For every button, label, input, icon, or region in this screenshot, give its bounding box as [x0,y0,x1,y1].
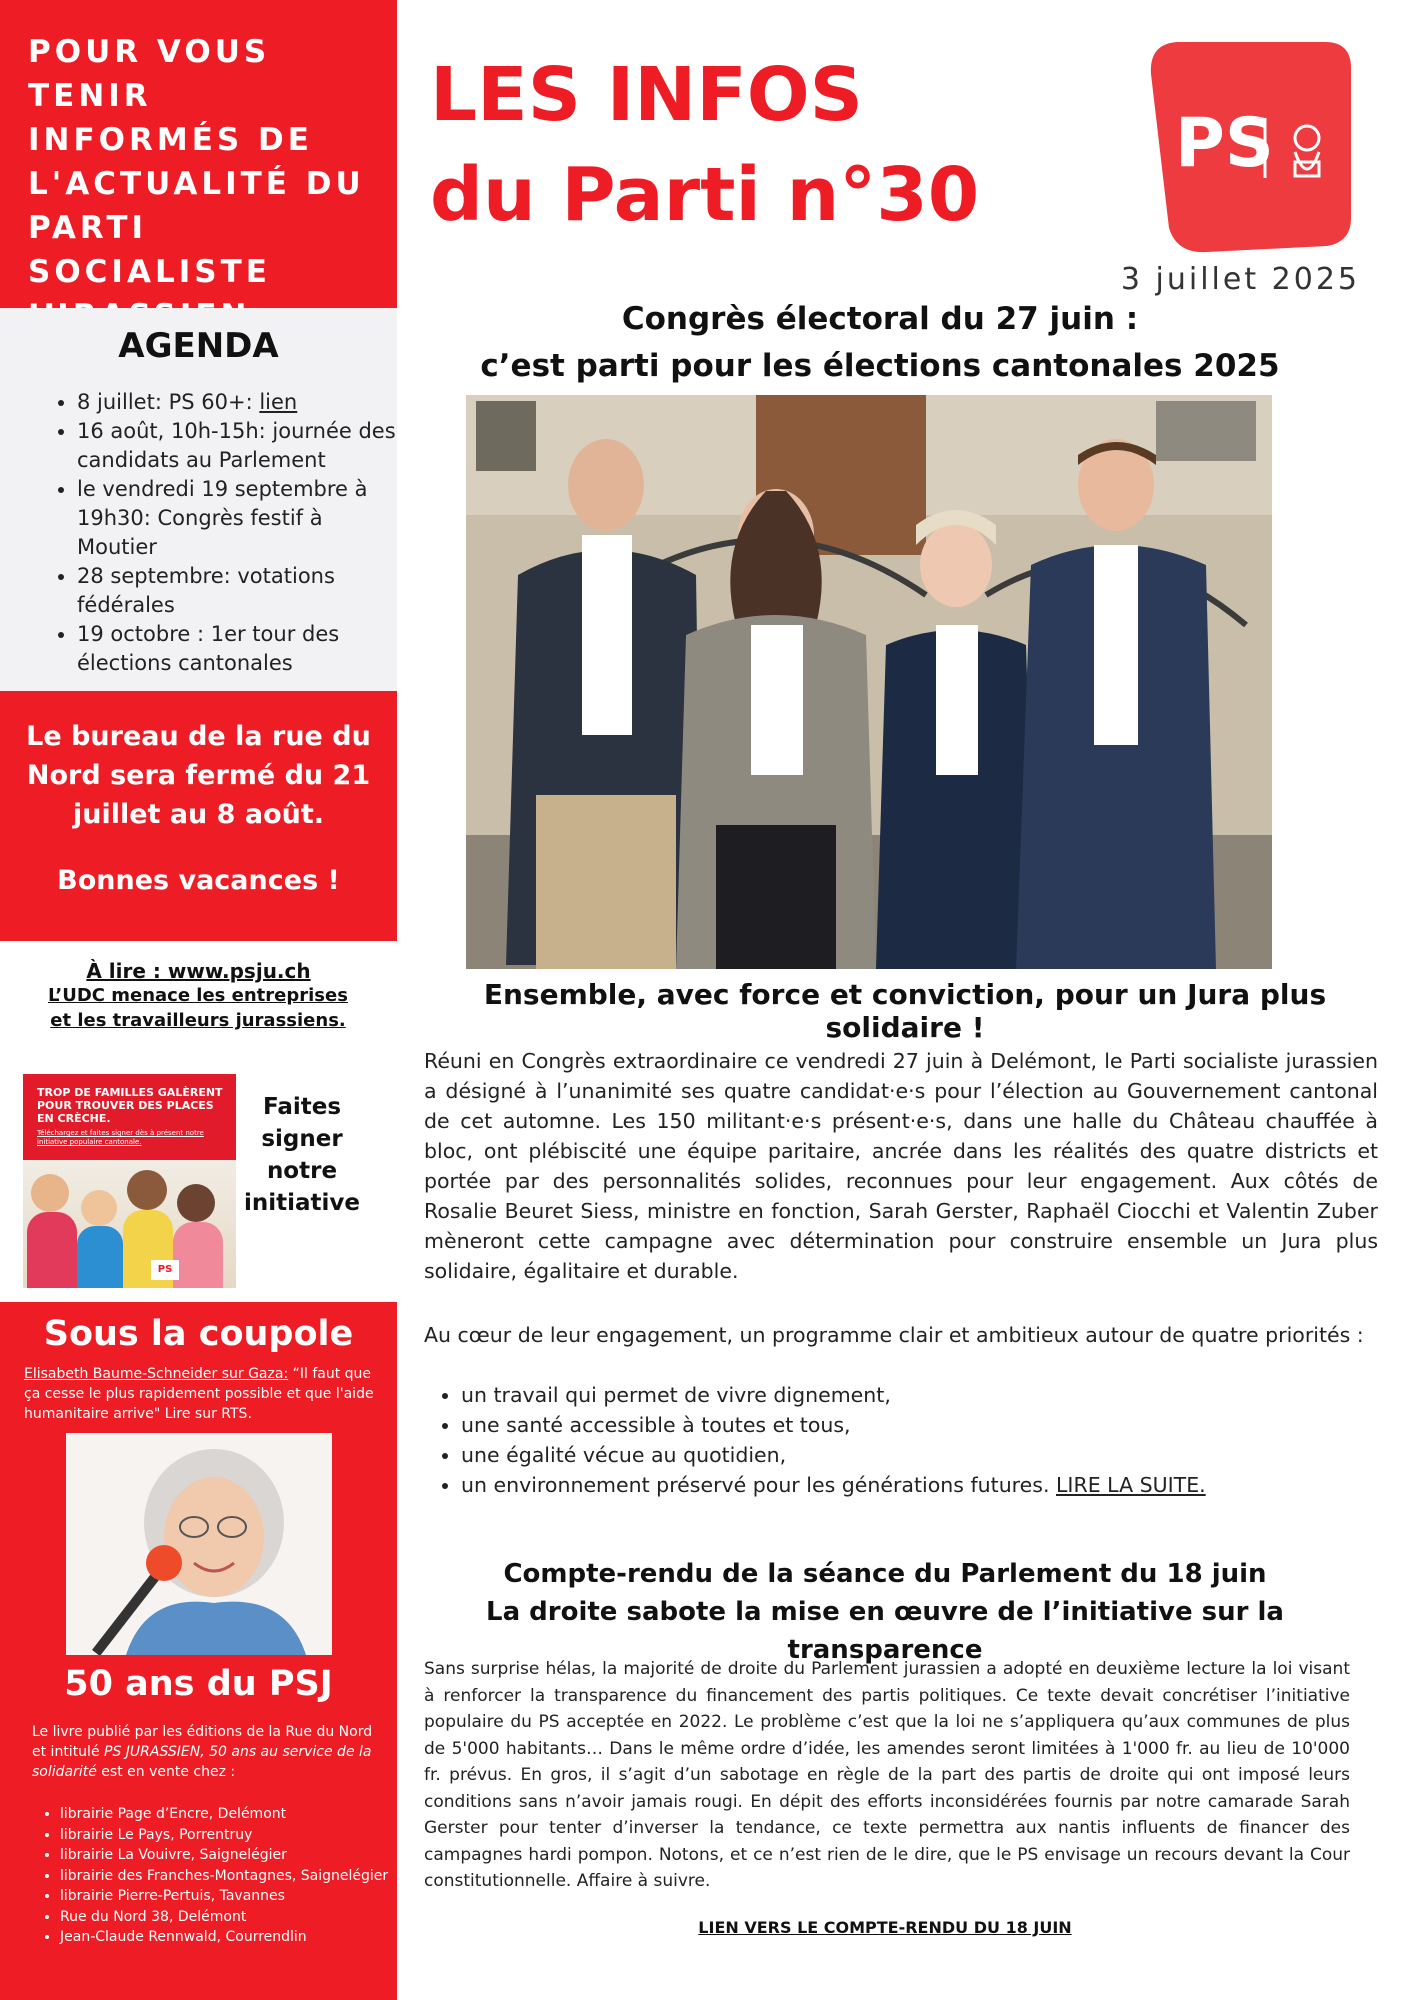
shop-list [28,1804,420,1948]
sidebar-tagline-panel [0,0,397,308]
agenda-item: • 8 juillet: PS 60+: lien [77,388,407,417]
anniversary-title: 50 ans du PSJ [64,1664,333,1704]
coupole-quote: Elisabeth Baume-Schneider sur Gaza: “Il faut que ça cesse le plus rapidement possible et que l'aide humanitaire arrive" Lire sur RTS. [24,1366,374,1422]
congres-body: Réuni en Congrès extraordinaire ce vendredi 27 juin à Delémont, le Parti socialiste jurassien a désigné à l’unanimité ses quatre candidat·e·s pour l’élection au Gouvernement cantonal de cet automne. Les 150 militant·e·s présent·e·s, dans une halle du Château chauffée à bloc, ont plébiscité une équipe paritaire, ancrée dans les réalités des quatre districts et portée par des personnalités solides, reconnues pour leur engagement. Aux côtés de Rosalie Beuret Siess, ministre en fonction, Sarah Gerster, Raphaël Ciocchi et Valentin Zuber mèneront cette campagne avec détermination pour construire ensemble un Jura plus solidaire, égalitaire et durable. [424,1049,1378,1283]
agenda-panel [0,308,397,691]
congres-slogan: Ensemble, avec force et conviction, pour un Jura plus solidaire ! [483,978,1327,1044]
title-line-2: du Parti n°30 [430,152,980,238]
priorities-intro: Au cœur de leur engagement, un programme clair et ambitieux autour de quatre priorités : [424,1323,1364,1347]
read-more-link[interactable]: LIRE LA SUITE. [1056,1473,1206,1497]
newsletter-title [430,45,1050,245]
initiative-image[interactable] [23,1074,236,1288]
initiative-banner-title: TROP DE FAMILLES GALÈRENT POUR TROUVER DES PLACES EN CRÈCHE. [37,1086,223,1125]
initiative-banner-subtitle: Téléchargez et faites signer dès à présent notre initiative populaire cantonale. [37,1129,204,1146]
shop-item: • Jean-Claude Rennwald, Courrendlin [60,1927,420,1948]
shop-item: • librairie La Vouivre, Saignelégier [60,1845,420,1866]
agenda-item: • 19 octobre : 1er tour des élections cantonales [77,620,407,678]
shop-item: • librairie Pierre-Pertuis, Tavannes [60,1886,420,1907]
office-closure-panel [0,691,397,941]
sidebar [0,0,397,2000]
quote-link[interactable]: Elisabeth Baume-Schneider sur Gaza: [24,1366,289,1382]
shop-item: • librairie Page d’Encre, Delémont [60,1804,420,1825]
agenda-list [45,388,407,678]
shop-item: • librairie Le Pays, Porrentruy [60,1825,420,1846]
sidebar-tagline: POUR VOUS TENIR INFORMÉS DE L'ACTUALITÉ DU PARTI SOCIALISTE [28,34,365,290]
priority-item: • une égalité vécue au quotidien, [461,1440,1401,1470]
office-closure-message: Le bureau de la rue du Nord sera fermé du 21 juillet au 8 août. [26,721,371,830]
parlement-headline: Compte-rendu de la séance du Parlement du 18 juin La droite sabote la mise en œuvre de l’initiative sur la transparence [486,1559,1284,1665]
agenda-title: AGENDA [118,326,279,366]
shop-item: • Rue du Nord 38, Delémont [60,1907,420,1928]
coupole-panel [0,1302,397,2000]
portrait-photo [66,1433,332,1655]
title-line-1: LES INFOS [430,52,863,138]
parlement-body: Sans surprise hélas, la majorité de droite du Parlement jurassien a adopté en deuxième lecture la loi visant à renforcer la transparence du financement des partis politiques. Ce texte devait concrétiser l’initiative populaire du PS acceptée en 2022. Le problème c’est que la loi ne s’appliquera qu’aux communes de plus de 5'000 habitants… Dans le même ordre d’idée, les amendes seront limitées à 1'000 fr. au lieu de 10'000 fr. prévus. En gros, il s’agit d’un sabotage en règle de la part des partis de droite qui ont imposé leurs conditions sans n’avoir jamais rougi. En dépit des efforts inconsidérées fournis par notre camarade Sarah Gerster pour tenter d’inverser la tendance, ce texte permettra aux nantis influents de financer des campagnes hardi pompon. Notons, et ce n’est rien de le dire, que le PS envisage un recours devant la Cour constitutionnelle. Affaire à suivre. [424,1659,1350,1891]
initiative-banner [23,1074,236,1160]
vacation-greeting: Bonnes vacances ! [57,865,340,896]
priorities-list [429,1380,1401,1500]
congres-headline: Congrès électoral du 27 juin : c’est parti pour les élections cantonales 2025 [480,301,1280,384]
issue-date: 3 juillet 2025 [1120,262,1360,297]
priority-item: • une santé accessible à toutes et tous, [461,1410,1401,1440]
ps-logo [1147,36,1355,254]
logo-text: PS [1175,104,1274,183]
coupole-title: Sous la coupole [43,1314,354,1354]
read-panel [0,941,397,1302]
priority-item: • un travail qui permet de vivre dignement, [461,1380,1401,1410]
book-description: Le livre publié par les éditions de la Rue du Nord et intitulé PS JURASSIEN, 50 ans au service de la solidarité est en vente chez : [32,1724,373,1780]
parlement-report-link[interactable]: LIEN VERS LE COMPTE-RENDU DU 18 JUIN [698,1918,1072,1937]
initiative-callout: Faites signer notre initiative [243,1094,360,1216]
candidates-photo [466,395,1272,969]
priority-item: • un environnement préservé pour les générations futures. LIRE LA SUITE. [461,1470,1401,1500]
children-illustration [23,1160,236,1288]
agenda-link[interactable]: lien [259,390,298,414]
article-link[interactable]: L’UDC menace les entreprises et les travailleurs jurassiens. [48,985,348,1031]
portrait-illustration [66,1433,332,1655]
ps-badge: PS [151,1260,179,1280]
agenda-item: • 16 août, 10h-15h: journée des candidats au Parlement [77,417,407,475]
website-link[interactable]: À lire : www.psju.ch [86,959,311,983]
agenda-item: • le vendredi 19 septembre à 19h30: Congrès festif à Moutier [77,475,407,562]
shop-item: • librairie des Franches-Montagnes, Saignelégier [60,1866,420,1887]
agenda-item: • 28 septembre: votations fédérales [77,562,407,620]
book-title: PS JURASSIEN, 50 ans au service de la solidarité [32,1744,372,1780]
